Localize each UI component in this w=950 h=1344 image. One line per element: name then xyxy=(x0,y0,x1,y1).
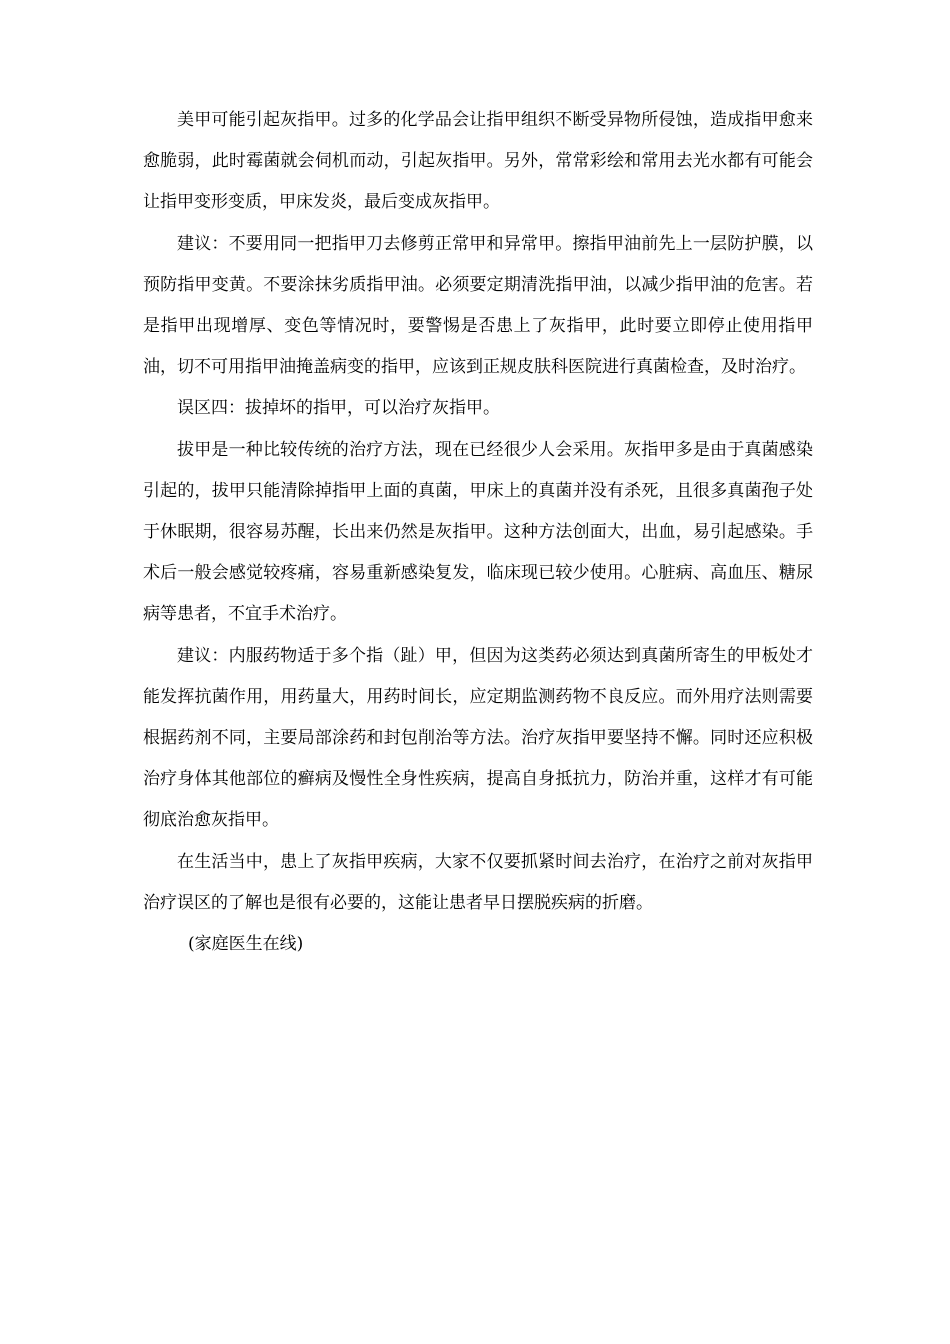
paragraph-myth-four-heading: 误区四：拔掉坏的指甲，可以治疗灰指甲。 xyxy=(177,398,500,419)
document-body xyxy=(143,100,813,965)
paragraph-nail-removal: 拔甲是一种比较传统的治疗方法，现在已经很少人会采用。灰指甲多是由于真菌感染引起的，拔甲只能清除掉指甲上面的真菌，甲床上的真菌并没有杀死，且很多真菌孢子处于休眠期，很容易苏醒，长出来仍然是灰指甲。这种方法创面大，出血，易引起感染。手术后一般会感觉较疼痛，容易重新感染复发，临床现已较少使用。心脏病、高血压、糖尿病等患者，不宜手术治疗。 xyxy=(143,439,813,625)
paragraph-advice-nail-polish: 建议：不要用同一把指甲刀去修剪正常甲和异常甲。擦指甲油前先上一层防护膜，以预防指甲变黄。不要涂抹劣质指甲油。必须要定期清洗指甲油，以减少指甲油的危害。若是指甲出现增厚、变色等情况时，要警惕是否患上了灰指甲，此时要立即停止使用指甲油，切不可用指甲油掩盖病变的指甲，应该到正规皮肤科医院进行真菌检查，及时治疗。 xyxy=(143,233,813,378)
paragraph-manicure-cause: 美甲可能引起灰指甲。过多的化学品会让指甲组织不断受异物所侵蚀，造成指甲愈来愈脆弱，此时霉菌就会伺机而动，引起灰指甲。另外，常常彩绘和常用去光水都有可能会让指甲变形变质，甲床发炎，最后变成灰指甲。 xyxy=(143,110,813,213)
source-credit: (家庭医生在线) xyxy=(188,934,304,955)
paragraph-conclusion: 在生活当中，患上了灰指甲疾病，大家不仅要抓紧时间去治疗，在治疗之前对灰指甲治疗误区的了解也是很有必要的，这能让患者早日摆脱疾病的折磨。 xyxy=(143,851,813,913)
paragraph-advice-medication: 建议：内服药物适于多个指（趾）甲，但因为这类药必须达到真菌所寄生的甲板处才能发挥抗菌作用，用药量大，用药时间长，应定期监测药物不良反应。而外用疗法则需要根据药剂不同，主要局部涂药和封包削治等方法。治疗灰指甲要坚持不懈。同时还应积极治疗身体其他部位的癣病及慢性全身性疾病，提高自身抵抗力，防治并重，这样才有可能彻底治愈灰指甲。 xyxy=(143,645,813,831)
